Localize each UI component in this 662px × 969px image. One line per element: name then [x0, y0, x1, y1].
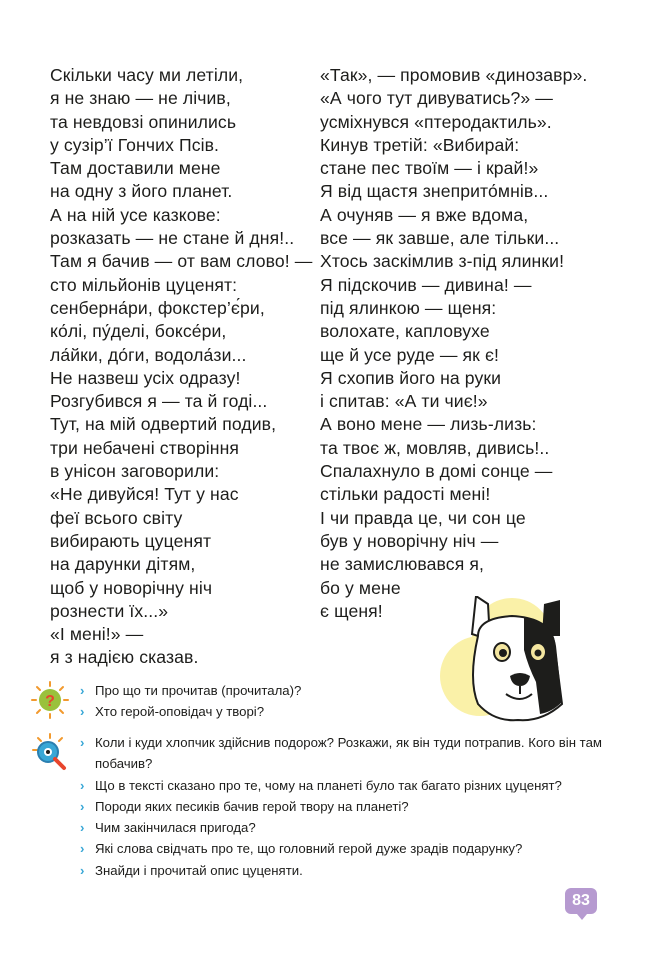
poem-line: Спалахнуло в домі сонце — — [320, 461, 553, 482]
question-text: Породи яких песиків бачив герой твору на планеті? — [95, 798, 409, 814]
poem-line: ще й усе руде — як є! — [320, 344, 500, 365]
poem-line: стане пес твоїм — і край!» — [320, 158, 539, 179]
question-item — [80, 838, 615, 859]
poem-line: усміхнувся «птеродактиль». — [320, 111, 552, 132]
poem-line: і спитав: «А ти чиє!» — [320, 391, 488, 412]
chevron-right-icon: › — [80, 704, 85, 720]
poem-line: у сузір’ї Гончих Псів. — [50, 134, 220, 155]
poem-line: «А чого тут дивуватись?» — — [320, 88, 553, 109]
poem-line: «І мені!» — — [50, 624, 144, 645]
poem-line: стільки радості мені! — [320, 484, 491, 505]
poem-line: Кинув третій: «Вибирай: — [320, 134, 520, 155]
question-item — [80, 775, 615, 796]
poem-line: все — як завше, але тільки... — [320, 228, 560, 249]
poem-line: «Не дивуйся! Тут у нас — [50, 484, 239, 505]
poem-line: рознести їх...» — [50, 600, 169, 621]
chevron-right-icon: › — [80, 820, 85, 836]
poem-line: та твоє ж, мовляв, дивись!.. — [320, 437, 550, 458]
question-text: Про що ти прочитав (прочитала)? — [95, 683, 302, 698]
chevron-right-icon: › — [80, 683, 85, 698]
question-mark-icon — [30, 680, 70, 720]
poem-line: щоб у новорічну ніч — [50, 577, 213, 598]
puppy-illustration — [432, 596, 572, 726]
poem-line: Я підскочив — дивина! — — [320, 274, 532, 295]
poem-line: не замислювався я, — [320, 554, 484, 575]
chevron-right-icon: › — [80, 777, 85, 793]
question-item — [80, 796, 615, 817]
poem-line: Хтось заскімлив з-під ялинки! — [320, 251, 565, 272]
poem-line: вибирають цуценят — [50, 530, 212, 551]
poem-line: волохате, капловухе — [320, 321, 490, 342]
poem-line: під ялинкою — щеня: — [320, 297, 497, 318]
poem-line: розказать — не стане й дня!.. — [50, 228, 295, 249]
question-text: Що в тексті сказано про те, чому на планеті було так багато різних цуценят? — [95, 777, 562, 793]
poem-line: Скільки часу ми летіли, — [50, 65, 244, 85]
poem-line: та невдовзі опинились — [50, 111, 237, 132]
question-text: Чим закінчилася пригода? — [95, 820, 256, 836]
magnifier-eye-icon — [30, 732, 70, 772]
poem-line: А очуняв — я вже вдома, — [320, 204, 529, 225]
question-item — [80, 860, 615, 881]
poem-line: Там я бачив — от вам слово! — — [50, 251, 313, 272]
chevron-right-icon: › — [80, 841, 85, 857]
poem-line: ла́йки, до́ги, водола́зи... — [50, 344, 247, 365]
poem-line: ко́лі, пу́делі, боксе́ри, — [50, 321, 227, 342]
question-text: Коли і куди хлопчик здійснив подорож? Розкажи, як він туди потрапив. Кого він там побачив? — [95, 735, 602, 772]
poem-line: І чи правда це, чи сон це — [320, 507, 526, 528]
svg-text:?: ? — [45, 693, 55, 710]
question-item — [80, 680, 301, 701]
poem-line: є щеня! — [320, 600, 383, 621]
chevron-right-icon: › — [80, 798, 85, 814]
poem-line: Там доставили мене — [50, 158, 221, 179]
poem-line: я не знаю — не лічив, — [50, 88, 231, 109]
poem-line: сто мільйонів цуценят: — [50, 274, 238, 295]
questions-list-2 — [80, 732, 615, 881]
poem-line: Я схопив його на руки — [320, 367, 502, 388]
question-text: Хто герой-оповідач у творі? — [95, 704, 265, 720]
question-text: Знайди і прочитай опис цуценяти. — [95, 862, 303, 878]
poem-line: феї всього світу — [50, 507, 183, 528]
question-text: Які слова свідчать про те, що головний герой дуже зрадів подарунку? — [95, 841, 523, 857]
poem-line: на одну з його планет. — [50, 181, 233, 202]
poem-line: був у новорічну ніч — — [320, 530, 499, 551]
question-item — [80, 701, 301, 722]
poem-line: бо у мене — [320, 577, 401, 598]
poem-line: сенберна́ри, фокстер’є́ри, — [50, 297, 265, 318]
poem-right-column — [320, 64, 587, 623]
poem-left-column — [50, 64, 312, 670]
poem-line: Тут, на мій одвертий подив, — [50, 414, 277, 435]
questions-list-1 — [80, 680, 301, 723]
page-number-badge: 83 — [565, 888, 597, 914]
chevron-right-icon: › — [80, 735, 85, 750]
poem-line: А на ній усе казкове: — [50, 204, 221, 225]
poem-line: «Так», — промовив «динозавр». — [320, 65, 588, 85]
poem-line: Розгубився я — та й годі... — [50, 391, 268, 412]
poem-line: в унісон заговорили: — [50, 461, 220, 482]
question-item — [80, 732, 615, 775]
poem-line: на дарунки дітям, — [50, 554, 196, 575]
poem-line: А воно мене — лизь-лизь: — [320, 414, 537, 435]
poem-line: Я від щастя знеприто́мнів... — [320, 181, 549, 202]
poem-line: Не назвеш усіх одразу! — [50, 367, 241, 388]
question-item — [80, 817, 615, 838]
chevron-right-icon: › — [80, 862, 85, 878]
poem-line: я з надією сказав. — [50, 647, 199, 668]
poem-line: три небачені створіння — [50, 437, 240, 458]
